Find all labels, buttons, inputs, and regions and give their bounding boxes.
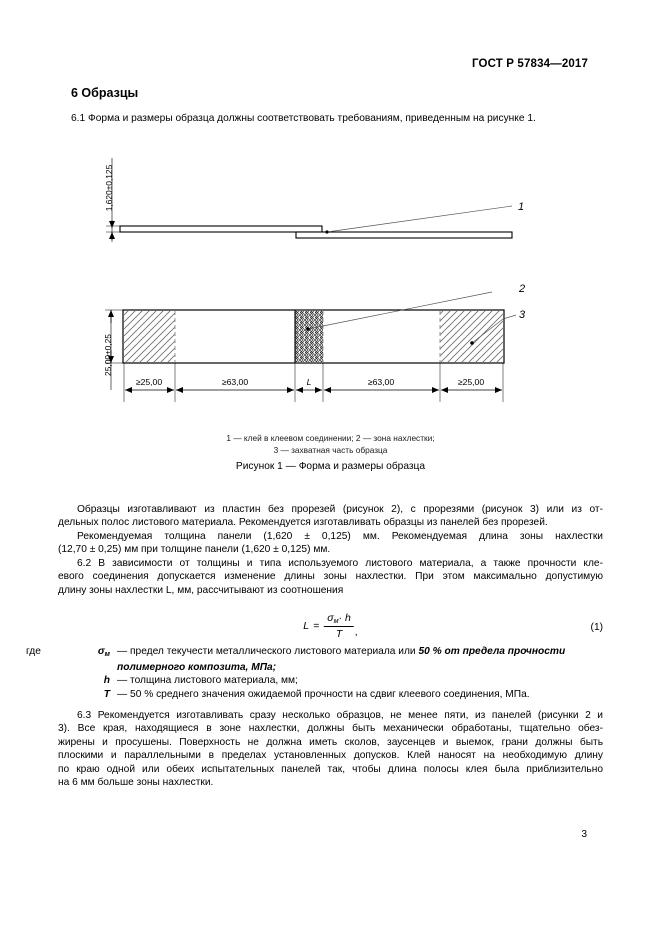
callout-3-label: 3 bbox=[519, 309, 526, 321]
body-paragraph-1 bbox=[58, 503, 603, 530]
para63-line5: по краю одной или обеих испытательных панелей так, чтобы длина полосы клея была приблизительно bbox=[58, 763, 603, 775]
para2-line1: Рекомендуемая толщина панели (1,620 ± 0,125) мм. Рекомендуемая длина зоны нахлестки bbox=[77, 531, 603, 542]
para1-line2: дельных полос листового материала. Рекомендуется изготавливать образцы из панелей без прорезей. bbox=[58, 517, 548, 529]
para63-line1: 6.3 Рекомендуется изготавливать сразу несколько образцов, не менее пяти, из панелей (рисунки 2 и bbox=[77, 710, 603, 721]
definition-symbol-sigma bbox=[26, 645, 117, 661]
figure-1-svg bbox=[0, 140, 661, 480]
definition-text-sigma bbox=[117, 645, 603, 659]
figure-1-drawing bbox=[0, 140, 661, 480]
width-dimension-label: 25,00±0,25 bbox=[103, 334, 113, 376]
definition-symbol-h bbox=[58, 674, 117, 688]
formula-sigma: σ bbox=[327, 612, 334, 624]
definition-plain-2: 50 % среднего значения ожидаемой прочности на сдвиг клеевого соединения, МПа. bbox=[130, 688, 530, 700]
thickness-dimension-label: 1,620±0,125 bbox=[104, 164, 114, 212]
formula-numerator-rest: · h bbox=[338, 612, 351, 624]
definition-text-h bbox=[117, 674, 603, 688]
dim-grip-left: ≥25,00 bbox=[135, 377, 163, 387]
formula-definitions bbox=[26, 645, 603, 701]
body-paragraph-3 bbox=[58, 557, 603, 597]
figure-legend-line-1: 1 — клей в клеевом соединении; 2 — зона нахлестки; bbox=[226, 433, 435, 443]
para3-line3: длину зоны нахлестки L, мм, рассчитывают из соотношения bbox=[58, 584, 344, 596]
para63-line2: 3). Все края, находящиеся в зоне нахлестки, должны быть механически обработаны, тщательно обез- bbox=[58, 723, 603, 735]
dim-grip-right: ≥25,00 bbox=[457, 377, 485, 387]
dim-span-right: ≥63,00 bbox=[367, 377, 395, 387]
definition-item-h bbox=[58, 674, 603, 688]
page-number: 3 bbox=[581, 829, 587, 840]
formula-row-1 bbox=[58, 612, 603, 644]
where-label: где bbox=[26, 646, 41, 657]
definition-plain-1: толщина листового материала, мм; bbox=[130, 675, 298, 687]
standard-designation: ГОСТ Р 57834—2017 bbox=[471, 58, 588, 70]
formula-expression bbox=[303, 612, 357, 640]
definition-item-t bbox=[58, 688, 603, 702]
sigma-glyph: σ bbox=[97, 646, 105, 657]
para2-line2: (12,70 ± 0,25) мм при толщине панели (1,620 ± 0,125) мм. bbox=[58, 544, 331, 556]
definition-symbol-t bbox=[58, 688, 117, 702]
h-glyph: h bbox=[103, 675, 110, 687]
clause-6-1-text: 6.1 Форма и размеры образца должны соответствовать требованиям, приведенным на рисунке 1. bbox=[71, 113, 536, 124]
sigma-subscript: м bbox=[104, 649, 110, 658]
callout-1-label: 1 bbox=[518, 201, 525, 213]
para63-line4: плоскими и параллельными в пределах установленных допусков. Клей наносят на необходимую длину bbox=[58, 750, 603, 762]
formula-sigma-subscript: м bbox=[333, 616, 339, 625]
dash-2: — bbox=[117, 688, 128, 700]
section-heading: 6 Образцы bbox=[71, 86, 139, 100]
dim-lap: L bbox=[306, 377, 312, 387]
para3-line2: евого соединения допускается изменение длины зоны нахлестки. При этом максимально допустимую bbox=[58, 571, 603, 583]
formula-numerator bbox=[324, 612, 354, 627]
definition-continuation-sigma: полимерного композита, МПа; bbox=[117, 661, 277, 673]
formula-trailing-comma: , bbox=[354, 626, 358, 638]
figure-legend-line-2: 3 — захватная часть образца bbox=[273, 444, 388, 455]
dash-1: — bbox=[117, 675, 128, 687]
figure-1-caption: Рисунок 1 — Форма и размеры образца bbox=[235, 461, 426, 472]
definition-item-sigma bbox=[26, 645, 603, 661]
formula-equals: = bbox=[313, 620, 320, 632]
definition-plain-0: предел текучести металлического листового материала или bbox=[130, 646, 419, 657]
definition-bold-0: 50 % от предела прочности bbox=[418, 646, 566, 657]
formula-lhs: L bbox=[303, 620, 310, 632]
callout-2-label: 2 bbox=[519, 283, 526, 295]
para1-line1: Образцы изготавливают из пластин без прорезей (рисунок 2), с прорезями (рисунок 3) или из от- bbox=[77, 504, 603, 515]
formula-fraction bbox=[324, 612, 354, 640]
definition-text-t bbox=[117, 688, 603, 702]
dash-0: — bbox=[117, 646, 128, 657]
body-paragraph-6-3 bbox=[58, 709, 603, 789]
para63-line6: на 6 мм больше зоны нахлестки. bbox=[58, 777, 214, 789]
para63-line3: жирены и просушены. Поверхность не должна иметь сколов, заусенцев и выемок, грани должны быть bbox=[58, 736, 603, 748]
t-glyph: T bbox=[103, 688, 110, 700]
figure-1-legend bbox=[0, 433, 661, 456]
body-paragraph-2 bbox=[58, 530, 603, 557]
formula-number: (1) bbox=[590, 622, 603, 633]
formula-denominator: T bbox=[335, 628, 343, 640]
dim-span-left: ≥63,00 bbox=[221, 377, 249, 387]
para3-line1: 6.2 В зависимости от толщины и типа используемого листового материала, а также прочности кле- bbox=[77, 558, 603, 569]
